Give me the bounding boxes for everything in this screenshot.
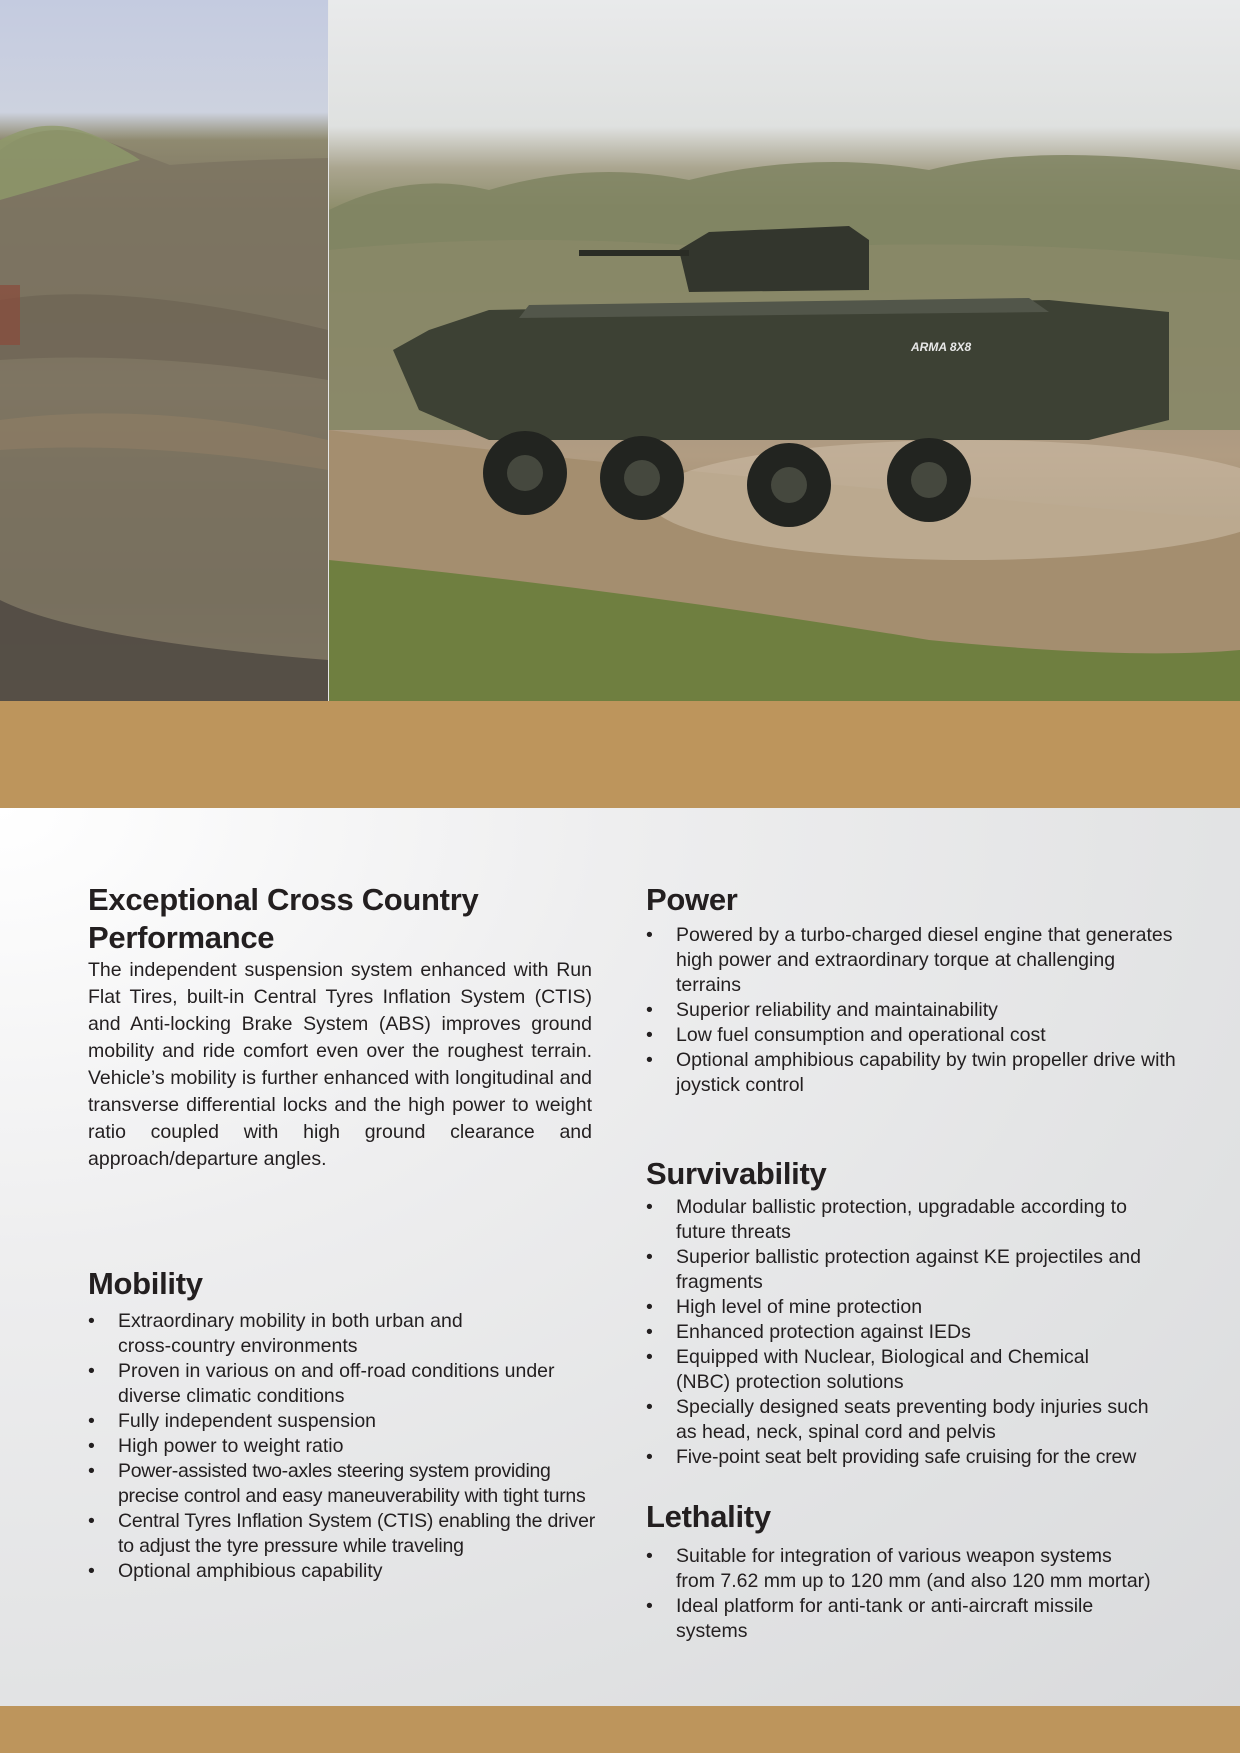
lethality-section [646, 1498, 1176, 1644]
terrain-photo [0, 0, 328, 701]
lethality-title: Lethality [646, 1499, 771, 1534]
cross-country-body: The independent suspension system enhanced with Run Flat Tires, built-in Central Tyres Inflation System (CTIS) and Anti-locking Brake System (ABS) improves ground mobility and ride comfort even over the roughest terrain. Vehicle’s mobility is further enhanced with longitudinal and transverse differential locks and the high power to weight ratio coupled with high ground clearance and approach/departure angles. [88, 959, 592, 1170]
vehicle-illustration [329, 0, 1240, 701]
list-item: • Central Tyres Inflation System (CTIS) enabling the driver to adjust the tyre pressure while traveling [88, 1509, 608, 1559]
cross-country-title [88, 881, 592, 957]
vehicle-photo [329, 0, 1240, 701]
mobility-list [88, 1309, 608, 1584]
accent-band-bottom [0, 1706, 1240, 1753]
list-item: • Optional amphibious capability [88, 1559, 608, 1584]
cross-country-title-line2: Performance [88, 920, 275, 955]
mobility-title: Mobility [88, 1266, 203, 1301]
list-item: • Enhanced protection against IEDs [646, 1320, 1176, 1345]
cross-country-section [88, 881, 592, 1173]
content-area [0, 808, 1240, 1706]
list-item: • Specially designed seats preventing body injuries such as head, neck, spinal cord and pelvis [646, 1395, 1176, 1445]
list-item: • Equipped with Nuclear, Biological and Chemical (NBC) protection solutions [646, 1345, 1176, 1395]
power-section [646, 881, 1176, 1098]
terrain-illustration [0, 0, 328, 701]
accent-band-top [0, 701, 1240, 808]
list-item: • Powered by a turbo-charged diesel engine that generates high power and extraordinary torque at challenging terrains [646, 923, 1176, 998]
cross-country-title-line1: Exceptional Cross Country [88, 882, 479, 917]
survivability-list [646, 1195, 1176, 1470]
survivability-section [646, 1155, 1176, 1470]
list-item: • Ideal platform for anti-tank or anti-aircraft missile systems [646, 1594, 1176, 1644]
list-item: • Extraordinary mobility in both urban and cross-country environments [88, 1309, 608, 1359]
list-item: • Modular ballistic protection, upgradable according to future threats [646, 1195, 1176, 1245]
list-item: • Five-point seat belt providing safe cruising for the crew [646, 1445, 1176, 1470]
lethality-list [646, 1544, 1176, 1644]
list-item: • Proven in various on and off-road conditions under diverse climatic conditions [88, 1359, 608, 1409]
list-item: • Optional amphibious capability by twin propeller drive with joystick control [646, 1048, 1176, 1098]
header-photos [0, 0, 1240, 701]
survivability-title: Survivability [646, 1156, 827, 1191]
list-item: • Fully independent suspension [88, 1409, 608, 1434]
mobility-section [88, 1265, 596, 1584]
list-item: • High level of mine protection [646, 1295, 1176, 1320]
list-item: • Superior ballistic protection against KE projectiles and fragments [646, 1245, 1176, 1295]
vehicle-marking: ARMA 8X8 [911, 340, 972, 354]
list-item: • Low fuel consumption and operational cost [646, 1023, 1176, 1048]
list-item: • High power to weight ratio [88, 1434, 608, 1459]
list-item: • Suitable for integration of various weapon systems from 7.62 mm up to 120 mm (and also 120 mm mortar) [646, 1544, 1176, 1594]
list-item: • Superior reliability and maintainability [646, 998, 1176, 1023]
list-item: • Power-assisted two-axles steering system providing precise control and easy maneuverability with tight turns [88, 1459, 608, 1509]
power-title: Power [646, 882, 738, 917]
power-list [646, 923, 1176, 1098]
